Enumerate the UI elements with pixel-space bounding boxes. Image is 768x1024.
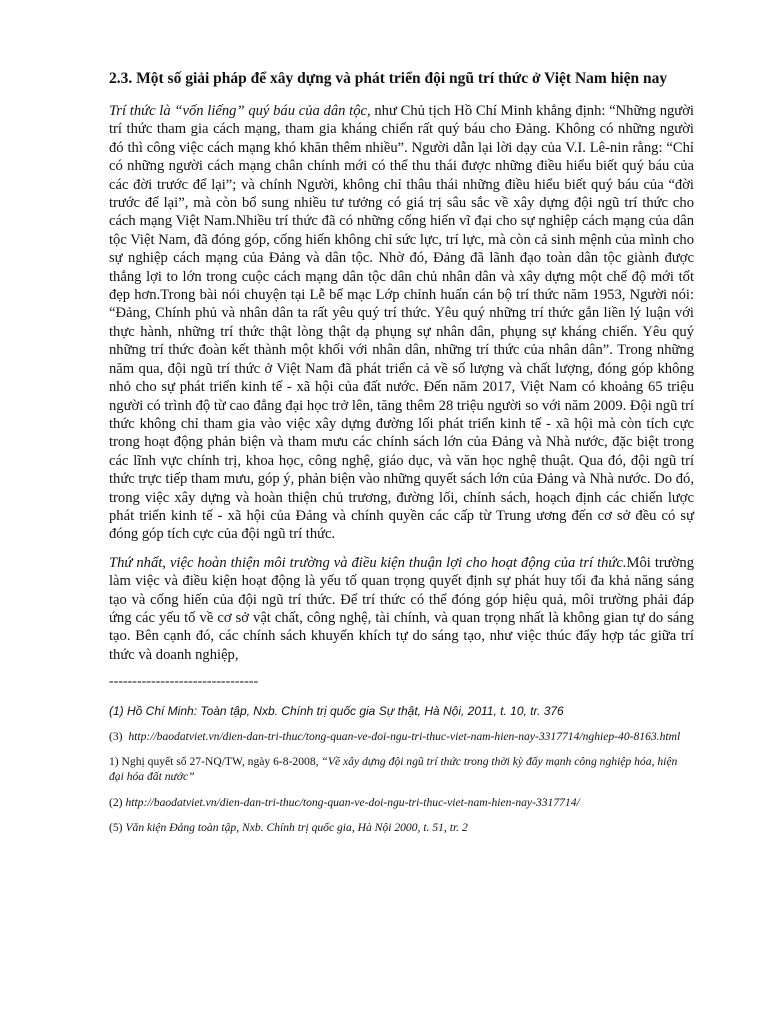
- body-paragraph-2: [109, 554, 694, 664]
- footnote-link[interactable]: http://baodatviet.vn/dien-dan-tri-thuc/tong-quan-ve-doi-ngu-tri-thuc-viet-nam-hien-nay-3317714/: [125, 795, 580, 809]
- footnote-3: [109, 730, 694, 745]
- body-paragraph-1: [109, 102, 694, 544]
- footnote-2: [109, 796, 694, 811]
- footnote-marker: (2): [109, 795, 123, 809]
- paragraph-body-text: Môi trường làm việc và điều kiện hoạt động là yếu tố quan trọng quyết định sự phát huy tối đa khả năng sáng tạo và cống hiến của đội ngũ trí thức. Để trí thức có thể đóng góp hiệu quả, môi trường phải đáp ứng các yếu tố về cơ sở vật chất, công nghệ, tài chính, và quan trọng nhất là không gian tự do sáng tạo. Bên cạnh đó, các chính sách khuyến khích tự do sáng tạo, như việc thúc đẩy hợp tác giữa trí thức và doanh nghiệp,: [109, 554, 694, 663]
- paragraph-lead-italic: Trí thức là “vốn liếng” quý báu của dân tộc,: [109, 103, 371, 119]
- footnote-prefix: 1) Nghị quyết số 27-NQ/TW, ngày 6-8-2008,: [109, 755, 322, 769]
- footnote-marker: (3): [109, 729, 123, 743]
- paragraph-body-text: như Chủ tịch Hồ Chí Minh khẳng định: “Những người trí thức tham gia cách mạng, tham gia kháng chiến rất quý báu cho Đảng. Không có những người đó thì công việc cách mạng khó khăn thêm nhiều”. Người dẫn lại lời dạy của V.I. Lê-nin rằng: “Chỉ có những người cách mạng chân chính mới có thể thu thái được những điều hiểu biết quý báu của các đời trước để lại”; và chính Người, không chỉ thâu thái những điều hiểu biết quý báu của “đời trước để lại”, mà còn bổ sung nhiều tư tưởng có giá trị sâu sắc về xây dựng đội ngũ trí thức cho cách mạng Việt Nam.Nhiều trí thức đã có những cống hiến vĩ đại cho sự nghiệp cách mạng của dân tộc Việt Nam, đã đóng góp, cống hiến không chỉ sức lực, trí lực, mà còn cả sinh mệnh của mình cho sự nghiệp cách mạng của Đảng và dân tộc. Nhờ đó, Đảng đã lãnh đạo toàn dân tộc giành được thắng lợi to lớn trong cuộc cách mạng dân tộc dân chủ nhân dân và xây dựng một chế độ mới tốt đẹp hơn.Trong bài nói chuyện tại Lễ bế mạc Lớp chỉnh huấn cán bộ trí thức năm 1953, Người nói: “Đảng, Chính phủ và nhân dân ta rất yêu quý trí thức. Yêu quý những trí thức gắn liền lý luận với thực hành, những trí thức thật lòng thật dạ phụng sự nhân dân, phụng sự kháng chiến. Yêu quý những trí thức đoàn kết thành một khối với nhân dân, những trí thức của nhân dân”. Trong những năm qua, đội ngũ trí thức ở Việt Nam đã phát triển cả về số lượng và chất lượng, đóng góp không nhỏ cho sự phát triển kinh tế - xã hội của đất nước. Đến năm 2017, Việt Nam có khoảng 65 triệu người có trình độ từ cao đẳng đại học trở lên, tăng thêm 28 triệu người so với năm 2009. Đội ngũ trí thức không chỉ tham gia vào việc xây dựng đường lối phát triển kinh tế - xã hội mà còn tích cực trong hoạt động phản biện và tham mưu các chính sách lớn của Đảng và Nhà nước, đặc biệt trong các lĩnh vực chính trị, khoa học, công nghệ, giáo dục, và văn học nghệ thuật. Qua đó, đội ngũ trí thức trực tiếp tham mưu, góp ý, phản biện vào những quyết sách lớn của Đảng và Nhà nước. Do đó, trong việc xây dựng và hoàn thiện chủ trương, đường lối, chính sách, hoạch định các chiến lược phát triển kinh tế - xã hội của Đảng và chính quyền các cấp từ Trung ương đến cơ sở đều có sự đóng góp tích cực của đội ngũ trí thức.: [109, 103, 694, 543]
- paragraph-lead-italic: Thứ nhất, việc hoàn thiện môi trường và điều kiện thuận lợi cho hoạt động của trí thức.: [109, 554, 627, 571]
- footnote-separator: --------------------------------: [109, 674, 259, 690]
- footnote-citation: Văn kiện Đảng toàn tập, Nxb. Chính trị quốc gia, Hà Nội 2000, t. 51, tr. 2: [125, 821, 468, 835]
- footnote-5: [109, 821, 694, 836]
- section-heading: 2.3. Một số giải pháp để xây dựng và phát triển đội ngũ trí thức ở Việt Nam hiện nay: [109, 70, 668, 87]
- footnote-link[interactable]: http://baodatviet.vn/dien-dan-tri-thuc/tong-quan-ve-doi-ngu-tri-thuc-viet-nam-hien-nay-3317714/nghiep-40-8163.html: [128, 729, 681, 743]
- footnote-italic-title: “Về xây dựng đội ngũ trí thức trong thời kỳ đẩy mạnh công nghiệp hóa, hiện đại hóa đất nước”: [109, 755, 678, 783]
- footnote-resolution: [109, 755, 694, 784]
- footnote-1: (1) Hồ Chí Minh: Toàn tập, Nxb. Chính trị quốc gia Sự thật, Hà Nội, 2011, t. 10, tr. 376: [109, 704, 564, 719]
- footnote-marker: (5): [109, 821, 123, 835]
